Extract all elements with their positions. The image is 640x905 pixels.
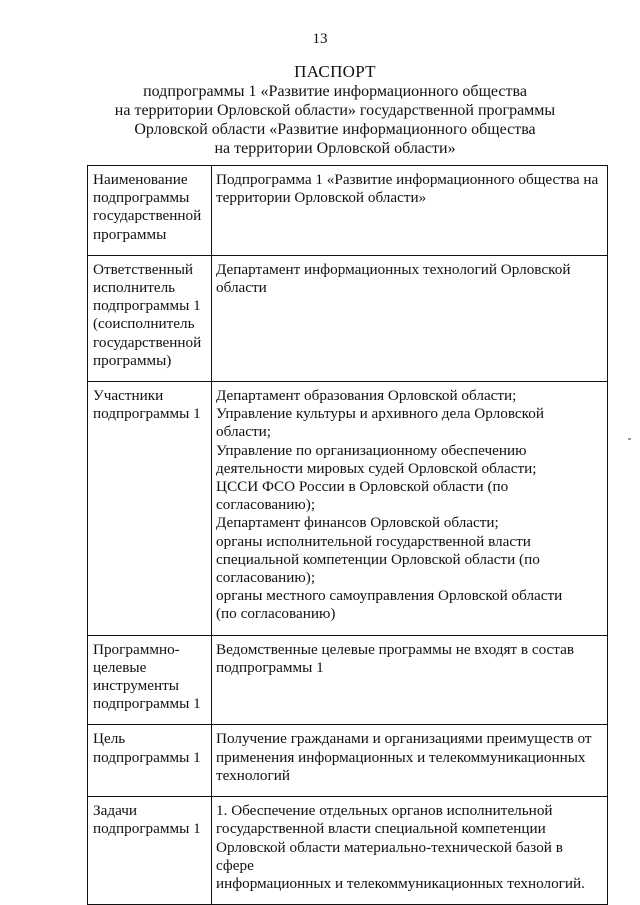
table-row [88,166,608,256]
row-label-cell [88,635,212,725]
table-row [88,382,608,636]
row-value-cell [212,725,608,797]
row-label-cell [88,382,212,636]
passport-table [87,165,608,905]
row-value-line: Департамент образования Орловской области; [216,387,517,405]
row-value-line: Департамент финансов Орловской области; [216,514,499,532]
document-title [100,62,570,158]
row-value-line: Получение гражданами и организациями преимуществ от [216,730,592,748]
row-label-cell [88,255,212,381]
row-label-line: Ответственный [93,260,194,278]
row-value-line: технологий [216,766,290,784]
row-value-line: согласованию); [216,569,316,587]
row-value-cell [212,255,608,381]
row-label-line: Задачи [93,802,137,820]
title-heading: ПАСПОРТ [294,62,376,81]
row-label-cell [88,166,212,256]
row-value-line: специальной компетенции Орловской области (по [216,550,540,568]
row-value-line: территории Орловской области» [216,189,427,207]
page-number: 13 [312,31,328,47]
row-label-cell [88,797,212,905]
passport-table-body [88,166,608,905]
row-value-line: органы местного самоуправления Орловской области [216,587,563,605]
row-label-line: инструменты [93,677,179,695]
row-label-line: подпрограммы [93,189,190,207]
row-value-line: деятельности мировых судей Орловской области; [216,459,537,477]
row-label-line: подпрограммы 1 [93,297,201,315]
table-row [88,725,608,797]
row-label-line: подпрограммы 1 [93,695,201,713]
row-value-line: (по согласованию) [216,605,336,623]
row-value-line: ЦССИ ФСО России в Орловской области (по [216,478,509,496]
row-value-cell [212,635,608,725]
row-value-line: Ведомственные целевые программы не входят в состав [216,640,575,658]
row-label-line: Наименование [93,171,188,188]
row-label-line: государственной [93,333,202,351]
row-label-line: исполнитель [93,279,176,297]
title-line: на территории Орловской области» государственной программы [114,102,556,119]
row-label-line: государственной [93,207,202,225]
row-value-cell [212,166,608,256]
row-label-line: (соисполнитель [93,315,195,333]
row-label-line: Участники [93,387,164,405]
row-value-line: информационных и телекоммуникационных технологий. [216,874,585,892]
row-label-line: подпрограммы 1 [93,405,201,423]
row-value-line: 1. Обеспечение отдельных органов исполнительной [216,802,553,820]
row-value-line: применения информационных и телекоммуникационных [216,748,586,766]
row-value-line: области [216,279,267,297]
row-value-line: органы исполнительной государственной власти [216,532,531,550]
row-value-line: Орловской области материально-технической базой в сфере [216,838,563,874]
row-label-cell [88,725,212,797]
table-row [88,255,608,381]
row-label-line: программы) [93,351,172,369]
row-value-line: области; [216,423,271,441]
row-value-cell [212,382,608,636]
row-label-line: целевые [93,658,147,676]
row-label-line: Программно- [93,640,180,658]
row-label-line: Цель [93,730,126,748]
scan-mark [628,438,631,440]
row-label-line: программы [93,225,167,243]
row-value-line: Управление культуры и архивного дела Орловской [216,405,544,423]
row-value-line: Управление по организационному обеспечению [216,441,527,459]
row-value-cell [212,797,608,905]
title-line: Орловской области «Развитие информационного общества [134,121,536,138]
title-line: подпрограммы 1 «Развитие информационного общества [143,83,527,100]
title-line: на территории Орловской области» [214,140,456,157]
table-row [88,635,608,725]
row-value-line: Подпрограмма 1 «Развитие информационного общества на [216,171,599,188]
table-row [88,797,608,905]
row-value-line: подпрограммы 1 [216,658,324,676]
row-label-line: подпрограммы 1 [93,748,201,766]
row-value-line: согласованию); [216,496,316,514]
row-value-line: Департамент информационных технологий Орловской [216,260,571,278]
row-value-line: государственной власти специальной компетенции [216,820,546,838]
row-label-line: подпрограммы 1 [93,820,201,838]
